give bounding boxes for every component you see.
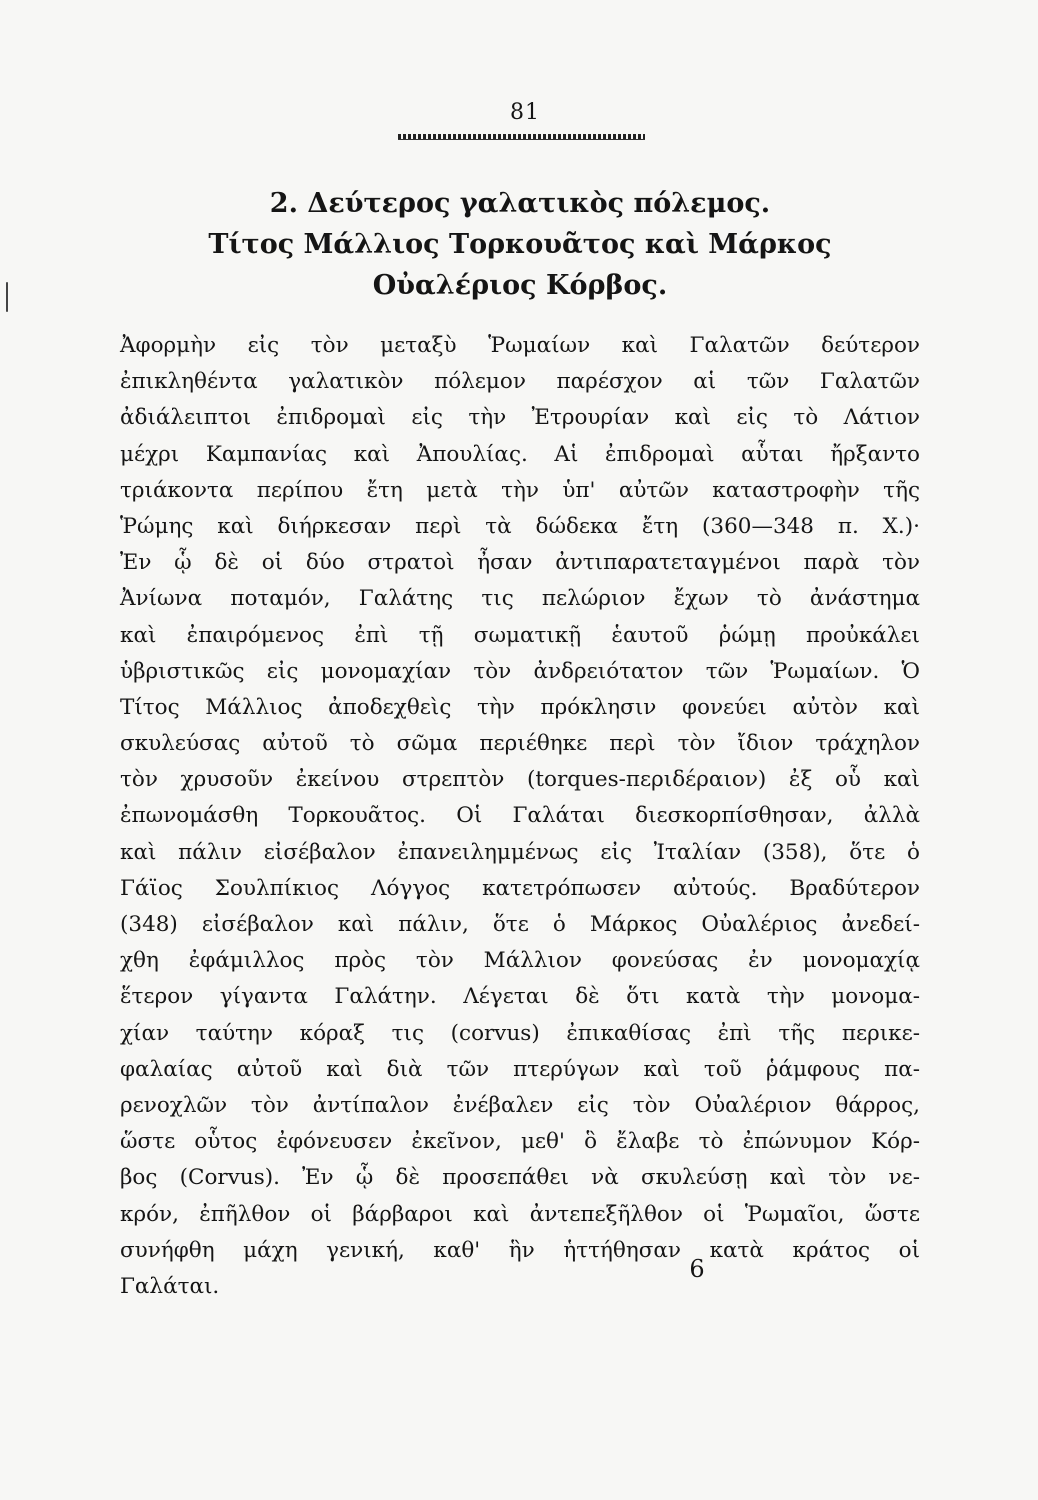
- text-line: φαλαίας αὐτοῦ καὶ διὰ τῶν πτερύγων καὶ τοῦ ῥάμφους πα-: [120, 1056, 920, 1082]
- text-line: ἀδιάλειπτοι ἐπιδρομαὶ εἰς τὴν Ἐτρουρίαν καὶ εἰς τὸ Λάτιον: [120, 405, 920, 431]
- text-line: Γαλάται.: [120, 1273, 220, 1299]
- text-line: ὥστε οὗτος ἐφόνευσεν ἐκεῖνον, μεθ' ὃ ἔλαβε τὸ ἐπώνυμον Κόρ-: [120, 1129, 920, 1155]
- text-line: ἐπικληθέντα γαλατικὸν πόλεμον παρέσχον αἱ τῶν Γαλατῶν: [120, 369, 920, 395]
- body-paragraph: [120, 328, 920, 1305]
- text-line: τριάκοντα περίπου ἔτη μετὰ τὴν ὑπ' αὐτῶν καταστροφὴν τῆς: [120, 477, 920, 503]
- text-line: Γάϊος Σουλπίκιος Λόγγος κατετρόπωσεν αὐτούς. Βραδύτερον: [120, 875, 920, 901]
- section-heading: [160, 183, 880, 306]
- heading-line: 2. Δεύτερος γαλατικὸς πόλεμος.: [269, 188, 771, 219]
- text-line: ὑβριστικῶς εἰς μονομαχίαν τὸν ἀνδρειότατον τῶν Ῥωμαίων. Ὁ: [120, 658, 920, 684]
- page-number: 81: [510, 100, 540, 125]
- heading-line: Τίτος Μάλλιος Τορκουᾶτος καὶ Μάρκος: [208, 229, 832, 260]
- heading-line: Οὐαλέριος Κόρβος.: [372, 270, 668, 301]
- text-line: κρόν, ἐπῆλθον οἱ βάρβαροι καὶ ἀντεπεξῆλθον οἱ Ῥωμαῖοι, ὥστε: [120, 1201, 920, 1227]
- text-line: χθη ἐφάμιλλος πρὸς τὸν Μάλλιον φονεύσας ἐν μονομαχίᾳ: [120, 948, 920, 974]
- text-line: ἕτερον γίγαντα Γαλάτην. Λέγεται δὲ ὅτι κατὰ τὴν μονομα-: [120, 984, 920, 1010]
- text-line: Ἀφορμὴν εἰς τὸν μεταξὺ Ῥωμαίων καὶ Γαλατῶν δεύτερον: [120, 333, 920, 358]
- text-line: καὶ ἐπαιρόμενος ἐπὶ τῇ σωματικῇ ἑαυτοῦ ῥώμῃ προὐκάλει: [120, 622, 920, 648]
- text-line: συνήφθη μάχη γενική, καθ' ἣν ἡττήθησαν κατὰ κράτος οἱ: [120, 1237, 920, 1263]
- text-line: ρενοχλῶν τὸν ἀντίπαλον ἐνέβαλεν εἰς τὸν Οὐαλέριον θάρρος,: [120, 1092, 920, 1118]
- text-line: Ῥώμης καὶ διήρκεσαν περὶ τὰ δώδεκα ἔτη (360—348 π. Χ.)·: [120, 513, 920, 539]
- signature-mark: 6: [689, 1255, 705, 1283]
- text-line: χίαν ταύτην κόραξ τις (corvus) ἐπικαθίσας ἐπὶ τῆς περικε-: [120, 1020, 920, 1046]
- text-line: καὶ πάλιν εἰσέβαλον ἐπανειλημμένως εἰς Ἰταλίαν (358), ὅτε ὁ: [120, 839, 920, 865]
- text-line: Ἐν ᾧ δὲ οἱ δύο στρατοὶ ἦσαν ἀντιπαρατεταγμένοι παρὰ τὸν: [120, 550, 920, 576]
- text-line: μέχρι Καμπανίας καὶ Ἀπουλίας. Αἱ ἐπιδρομαὶ αὗται ἤρξαντο: [120, 441, 920, 467]
- text-line: τὸν χρυσοῦν ἐκείνου στρεπτὸν (torques-περιδέραιον) ἐξ οὗ καὶ: [120, 767, 920, 793]
- text-line: (348) εἰσέβαλον καὶ πάλιν, ὅτε ὁ Μάρκος Οὐαλέριος ἀνεδεί-: [120, 912, 920, 937]
- decorative-rule: [398, 134, 645, 140]
- text-line: ἐπωνομάσθη Τορκουᾶτος. Οἱ Γαλάται διεσκορπίσθησαν, ἀλλὰ: [120, 803, 920, 829]
- text-line: βος (Corvus). Ἐν ᾧ δὲ προσεπάθει νὰ σκυλεύσῃ καὶ τὸν νε-: [120, 1165, 920, 1191]
- text-line: σκυλεύσας αὐτοῦ τὸ σῶμα περιέθηκε περὶ τὸν ἴδιον τράχηλον: [120, 731, 920, 757]
- page-edge-mark: [6, 282, 8, 312]
- text-line: Τίτος Μάλλιος ἀποδεχθεὶς τὴν πρόκλησιν φονεύει αὐτὸν καὶ: [120, 694, 920, 720]
- text-line: Ἀνίωνα ποταμόν, Γαλάτης τις πελώριον ἔχων τὸ ἀνάστημα: [120, 586, 920, 612]
